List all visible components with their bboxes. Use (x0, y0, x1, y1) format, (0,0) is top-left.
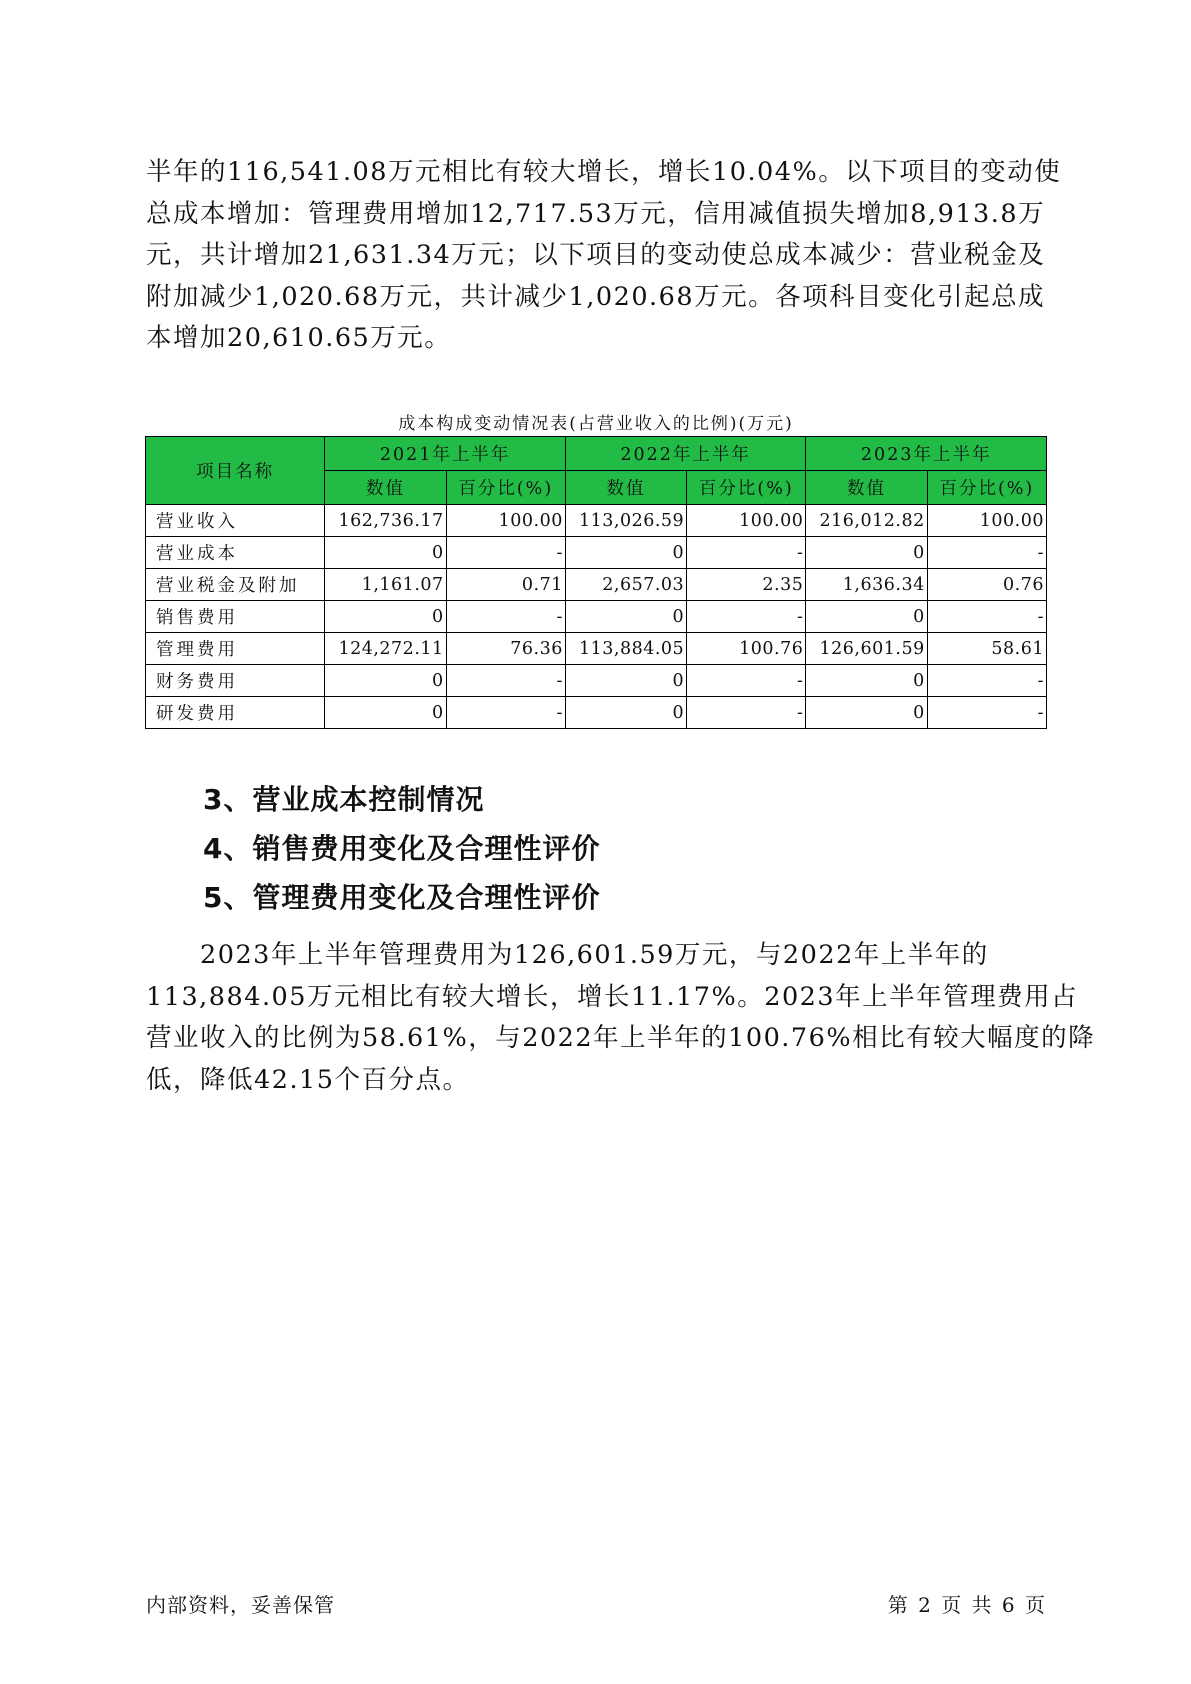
row-label: 研发费用 (146, 697, 325, 729)
period-header: 2022年上半年 (565, 437, 806, 471)
percent-cell: - (687, 697, 806, 729)
percent-cell: 100.00 (446, 505, 565, 537)
table-caption: 成本构成变动情况表(占营业收入的比例)(万元) (398, 414, 794, 434)
footer-page-number: 第 2 页 共 6 页 (887, 1593, 1045, 1617)
paragraph-line: 营业收入的比例为58.61%，与2022年上半年的100.76%相比有较大幅度的降 (146, 1023, 1096, 1053)
percent-cell: - (687, 601, 806, 633)
value-cell: 0 (325, 665, 446, 697)
paragraph-line: 2023年上半年管理费用为126,601.59万元，与2022年上半年的 (200, 940, 989, 970)
value-cell: 0 (806, 665, 927, 697)
percent-cell: 2.35 (687, 569, 806, 601)
percent-cell: - (446, 697, 565, 729)
row-label: 财务费用 (146, 665, 325, 697)
section-heading-4: 4、销售费用变化及合理性评价 (203, 832, 601, 865)
percent-cell: - (446, 665, 565, 697)
value-cell: 1,161.07 (325, 569, 446, 601)
percent-cell: 100.00 (687, 505, 806, 537)
table-row (146, 665, 1047, 697)
value-cell: 0 (565, 697, 686, 729)
percent-cell: - (927, 697, 1046, 729)
value-cell: 0 (806, 697, 927, 729)
mgmt-expense-paragraph (146, 935, 1096, 1101)
percent-cell: - (446, 601, 565, 633)
row-label: 管理费用 (146, 633, 325, 665)
value-cell: 0 (565, 601, 686, 633)
value-cell: 0 (806, 601, 927, 633)
section-heading-5: 5、管理费用变化及合理性评价 (203, 881, 601, 914)
cost-structure-table (145, 436, 1047, 729)
percent-cell: 100.76 (687, 633, 806, 665)
period-header: 2021年上半年 (325, 437, 566, 471)
table-row (146, 697, 1047, 729)
percent-cell: - (687, 665, 806, 697)
value-cell: 113,884.05 (565, 633, 686, 665)
value-cell: 162,736.17 (325, 505, 446, 537)
value-cell: 216,012.82 (806, 505, 927, 537)
paragraph-line: 113,884.05万元相比有较大增长，增长11.17%。2023年上半年管理费用占 (146, 981, 1079, 1012)
value-cell: 0 (565, 665, 686, 697)
intro-paragraph (146, 152, 1062, 360)
percent-cell: 100.00 (927, 505, 1046, 537)
table-row (146, 505, 1047, 537)
value-cell: 113,026.59 (565, 505, 686, 537)
value-cell: 124,272.11 (325, 633, 446, 665)
percent-header: 百分比(%) (927, 471, 1046, 505)
percent-header: 百分比(%) (687, 471, 806, 505)
value-cell: 0 (806, 537, 927, 569)
value-header: 数值 (565, 471, 686, 505)
percent-cell: 58.61 (927, 633, 1046, 665)
value-cell: 0 (565, 537, 686, 569)
table-row (146, 601, 1047, 633)
percent-cell: - (687, 537, 806, 569)
paragraph-line: 低，降低42.15个百分点。 (146, 1064, 470, 1095)
item-name-header: 项目名称 (146, 437, 325, 505)
value-cell: 1,636.34 (806, 569, 927, 601)
value-header: 数值 (325, 471, 446, 505)
percent-cell: 0.76 (927, 569, 1046, 601)
value-cell: 0 (325, 537, 446, 569)
value-cell: 0 (325, 697, 446, 729)
paragraph-line: 半年的116,541.08万元相比有较大增长，增长10.04%。以下项目的变动使 (146, 157, 1062, 187)
paragraph-line: 本增加20,610.65万元。 (146, 323, 452, 353)
percent-cell: - (927, 537, 1046, 569)
paragraph-line: 元，共计增加21,631.34万元；以下项目的变动使总成本减少：营业税金及 (146, 240, 1046, 270)
value-cell: 126,601.59 (806, 633, 927, 665)
table-row (146, 633, 1047, 665)
row-label: 营业税金及附加 (146, 569, 325, 601)
row-label: 销售费用 (146, 601, 325, 633)
row-label: 营业收入 (146, 505, 325, 537)
paragraph-line: 附加减少1,020.68万元，共计减少1,020.68万元。各项科目变化引起总成 (146, 281, 1046, 312)
footer-confidential-note: 内部资料，妥善保管 (146, 1593, 335, 1617)
value-header: 数值 (806, 471, 927, 505)
percent-cell: - (927, 601, 1046, 633)
percent-cell: 76.36 (446, 633, 565, 665)
row-label: 营业成本 (146, 537, 325, 569)
percent-cell: 0.71 (446, 569, 565, 601)
value-cell: 0 (325, 601, 446, 633)
percent-cell: - (927, 665, 1046, 697)
table-row (146, 569, 1047, 601)
percent-header: 百分比(%) (446, 471, 565, 505)
paragraph-line: 总成本增加：管理费用增加12,717.53万元，信用减值损失增加8,913.8万 (146, 198, 1046, 229)
table-row (146, 537, 1047, 569)
percent-cell: - (446, 537, 565, 569)
value-cell: 2,657.03 (565, 569, 686, 601)
section-heading-3: 3、营业成本控制情况 (203, 783, 485, 816)
period-header: 2023年上半年 (806, 437, 1047, 471)
table-body (146, 505, 1047, 729)
